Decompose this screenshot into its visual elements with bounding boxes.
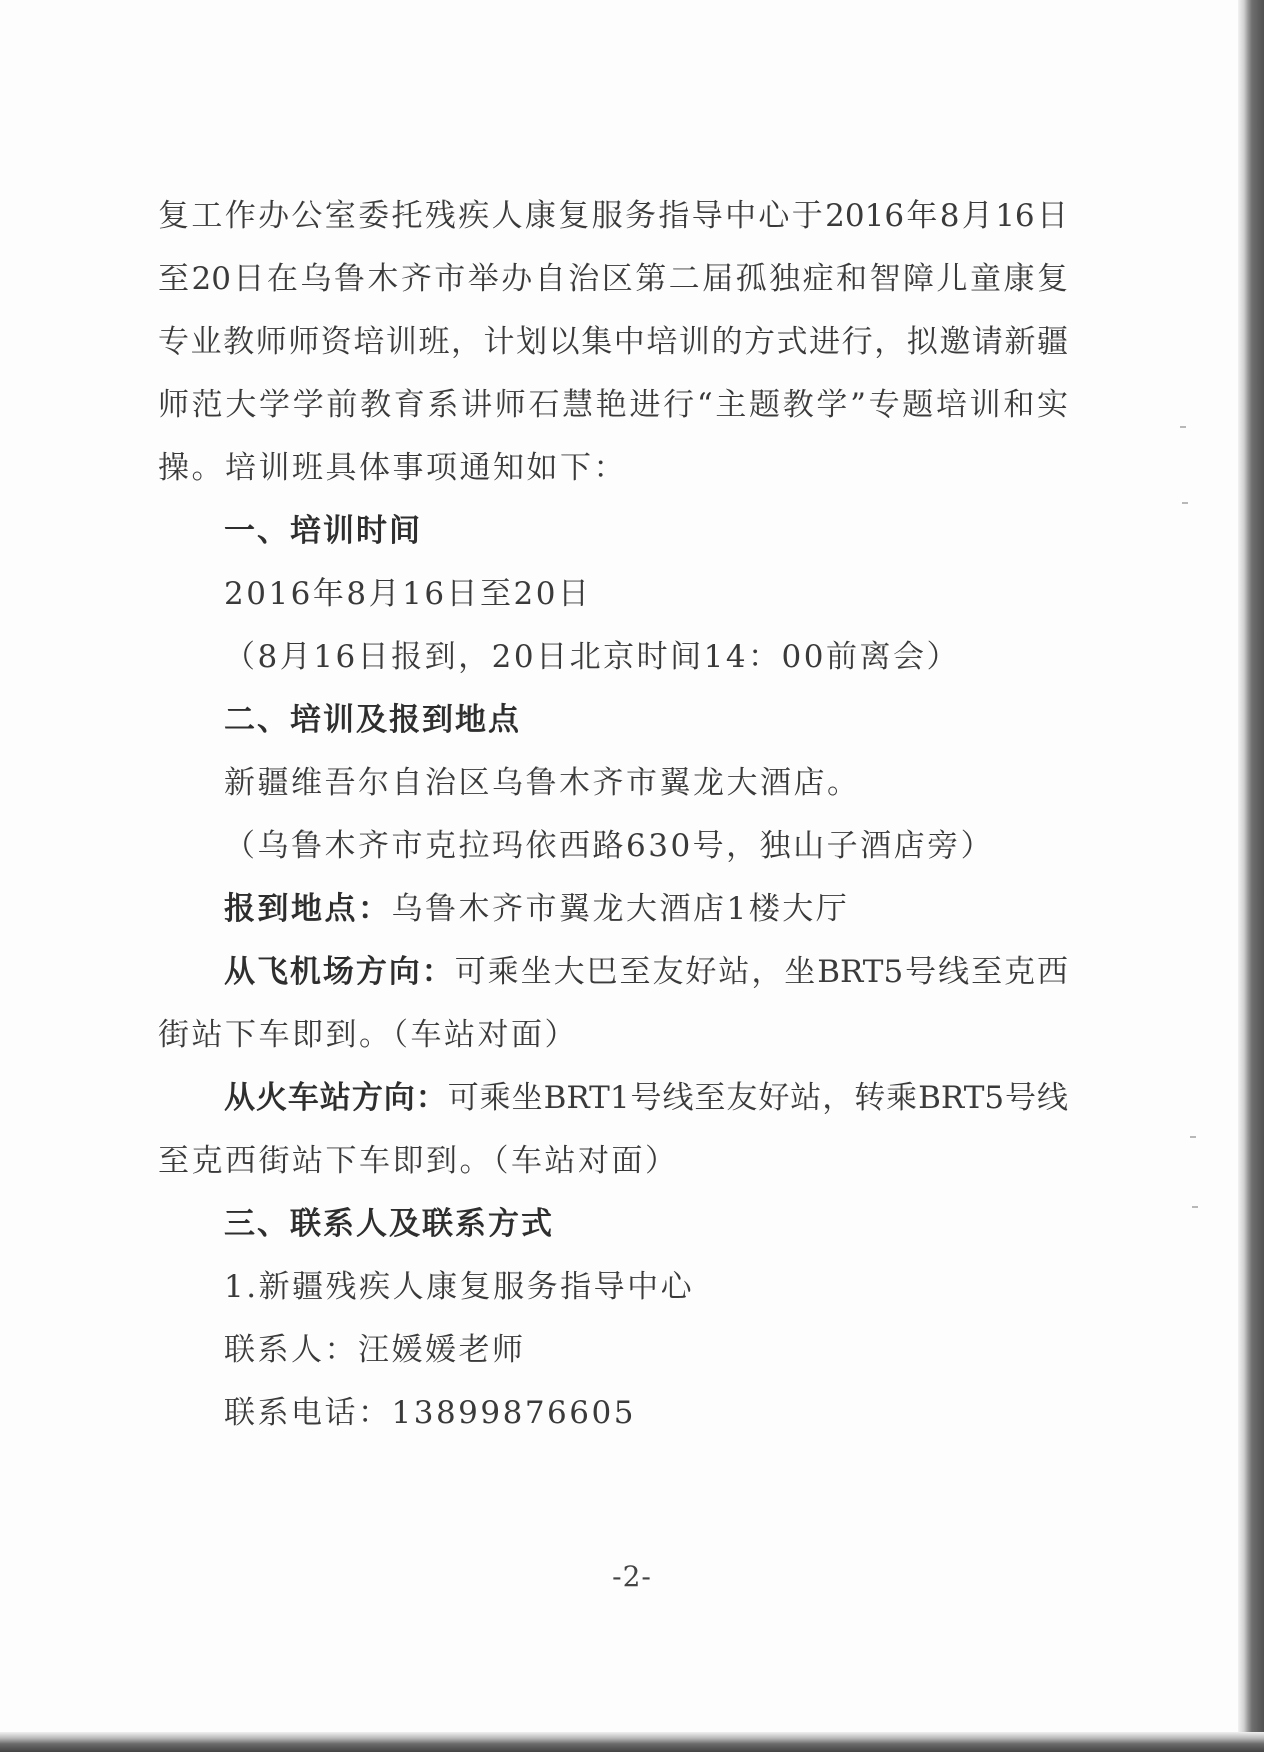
venue-address: （乌鲁木齐市克拉玛依西路630号，独山子酒店旁） <box>224 828 995 864</box>
scan-speck <box>1192 1206 1198 1208</box>
airport-directions: 可乘坐大巴至友好站，坐BRT5号线至克西 <box>454 954 1068 990</box>
intro-line-1: 复工作办公室委托残疾人康复服务指导中心于2016年8月16日 <box>158 198 1068 234</box>
contact-label: 联系人： <box>224 1332 358 1368</box>
scan-right-edge <box>1238 0 1264 1752</box>
intro-line-4: 师范大学学前教育系讲师石慧艳进行“主题教学”专题培训和实 <box>158 387 1068 423</box>
airport-label: 从飞机场方向： <box>224 954 455 990</box>
contact-name: 汪媛媛老师 <box>358 1332 526 1368</box>
section-heading-contact: 三、联系人及联系方式 <box>224 1206 554 1242</box>
airport-directions-line-2: 街站下车即到。（车站对面） <box>158 1017 578 1053</box>
training-date-note: （8月16日报到，20日北京时间14：00前离会） <box>224 639 961 675</box>
contact-person <box>224 1330 526 1370</box>
scan-speck <box>1190 1136 1196 1138</box>
scan-speck <box>1182 502 1188 504</box>
checkin-value: 乌鲁木齐市翼龙大酒店1楼大厅 <box>391 891 850 927</box>
train-directions: 可乘坐BRT1号线至友好站，转乘BRT5号线 <box>447 1080 1069 1116</box>
venue-name: 新疆维吾尔自治区乌鲁木齐市翼龙大酒店。 <box>224 765 861 801</box>
training-date: 2016年8月16日至20日 <box>224 576 592 612</box>
section-heading-time: 一、培训时间 <box>224 513 422 549</box>
checkin-location <box>224 889 849 929</box>
phone-value: 13899876605 <box>391 1395 636 1431</box>
train-directions-line-2: 至克西街站下车即到。（车站对面） <box>158 1143 679 1179</box>
intro-line-3: 专业教师师资培训班，计划以集中培训的方式进行，拟邀请新疆 <box>158 324 1068 360</box>
phone-label: 联系电话： <box>224 1395 392 1431</box>
section-heading-location: 二、培训及报到地点 <box>224 702 521 738</box>
intro-line-5: 操。培训班具体事项通知如下： <box>158 450 627 486</box>
train-label: 从火车站方向： <box>224 1080 448 1116</box>
train-directions-line-1 <box>224 1078 1068 1118</box>
contact-organization: 1.新疆残疾人康复服务指导中心 <box>224 1269 695 1305</box>
intro-line-2: 至20日在乌鲁木齐市举办自治区第二届孤独症和智障儿童康复 <box>158 261 1068 297</box>
scan-speck <box>1180 426 1186 428</box>
checkin-label: 报到地点： <box>224 891 392 927</box>
airport-directions-line-1 <box>224 952 1068 992</box>
contact-phone <box>224 1393 636 1433</box>
scan-bottom-edge <box>0 1732 1264 1752</box>
page-number: -2- <box>612 1560 652 1593</box>
